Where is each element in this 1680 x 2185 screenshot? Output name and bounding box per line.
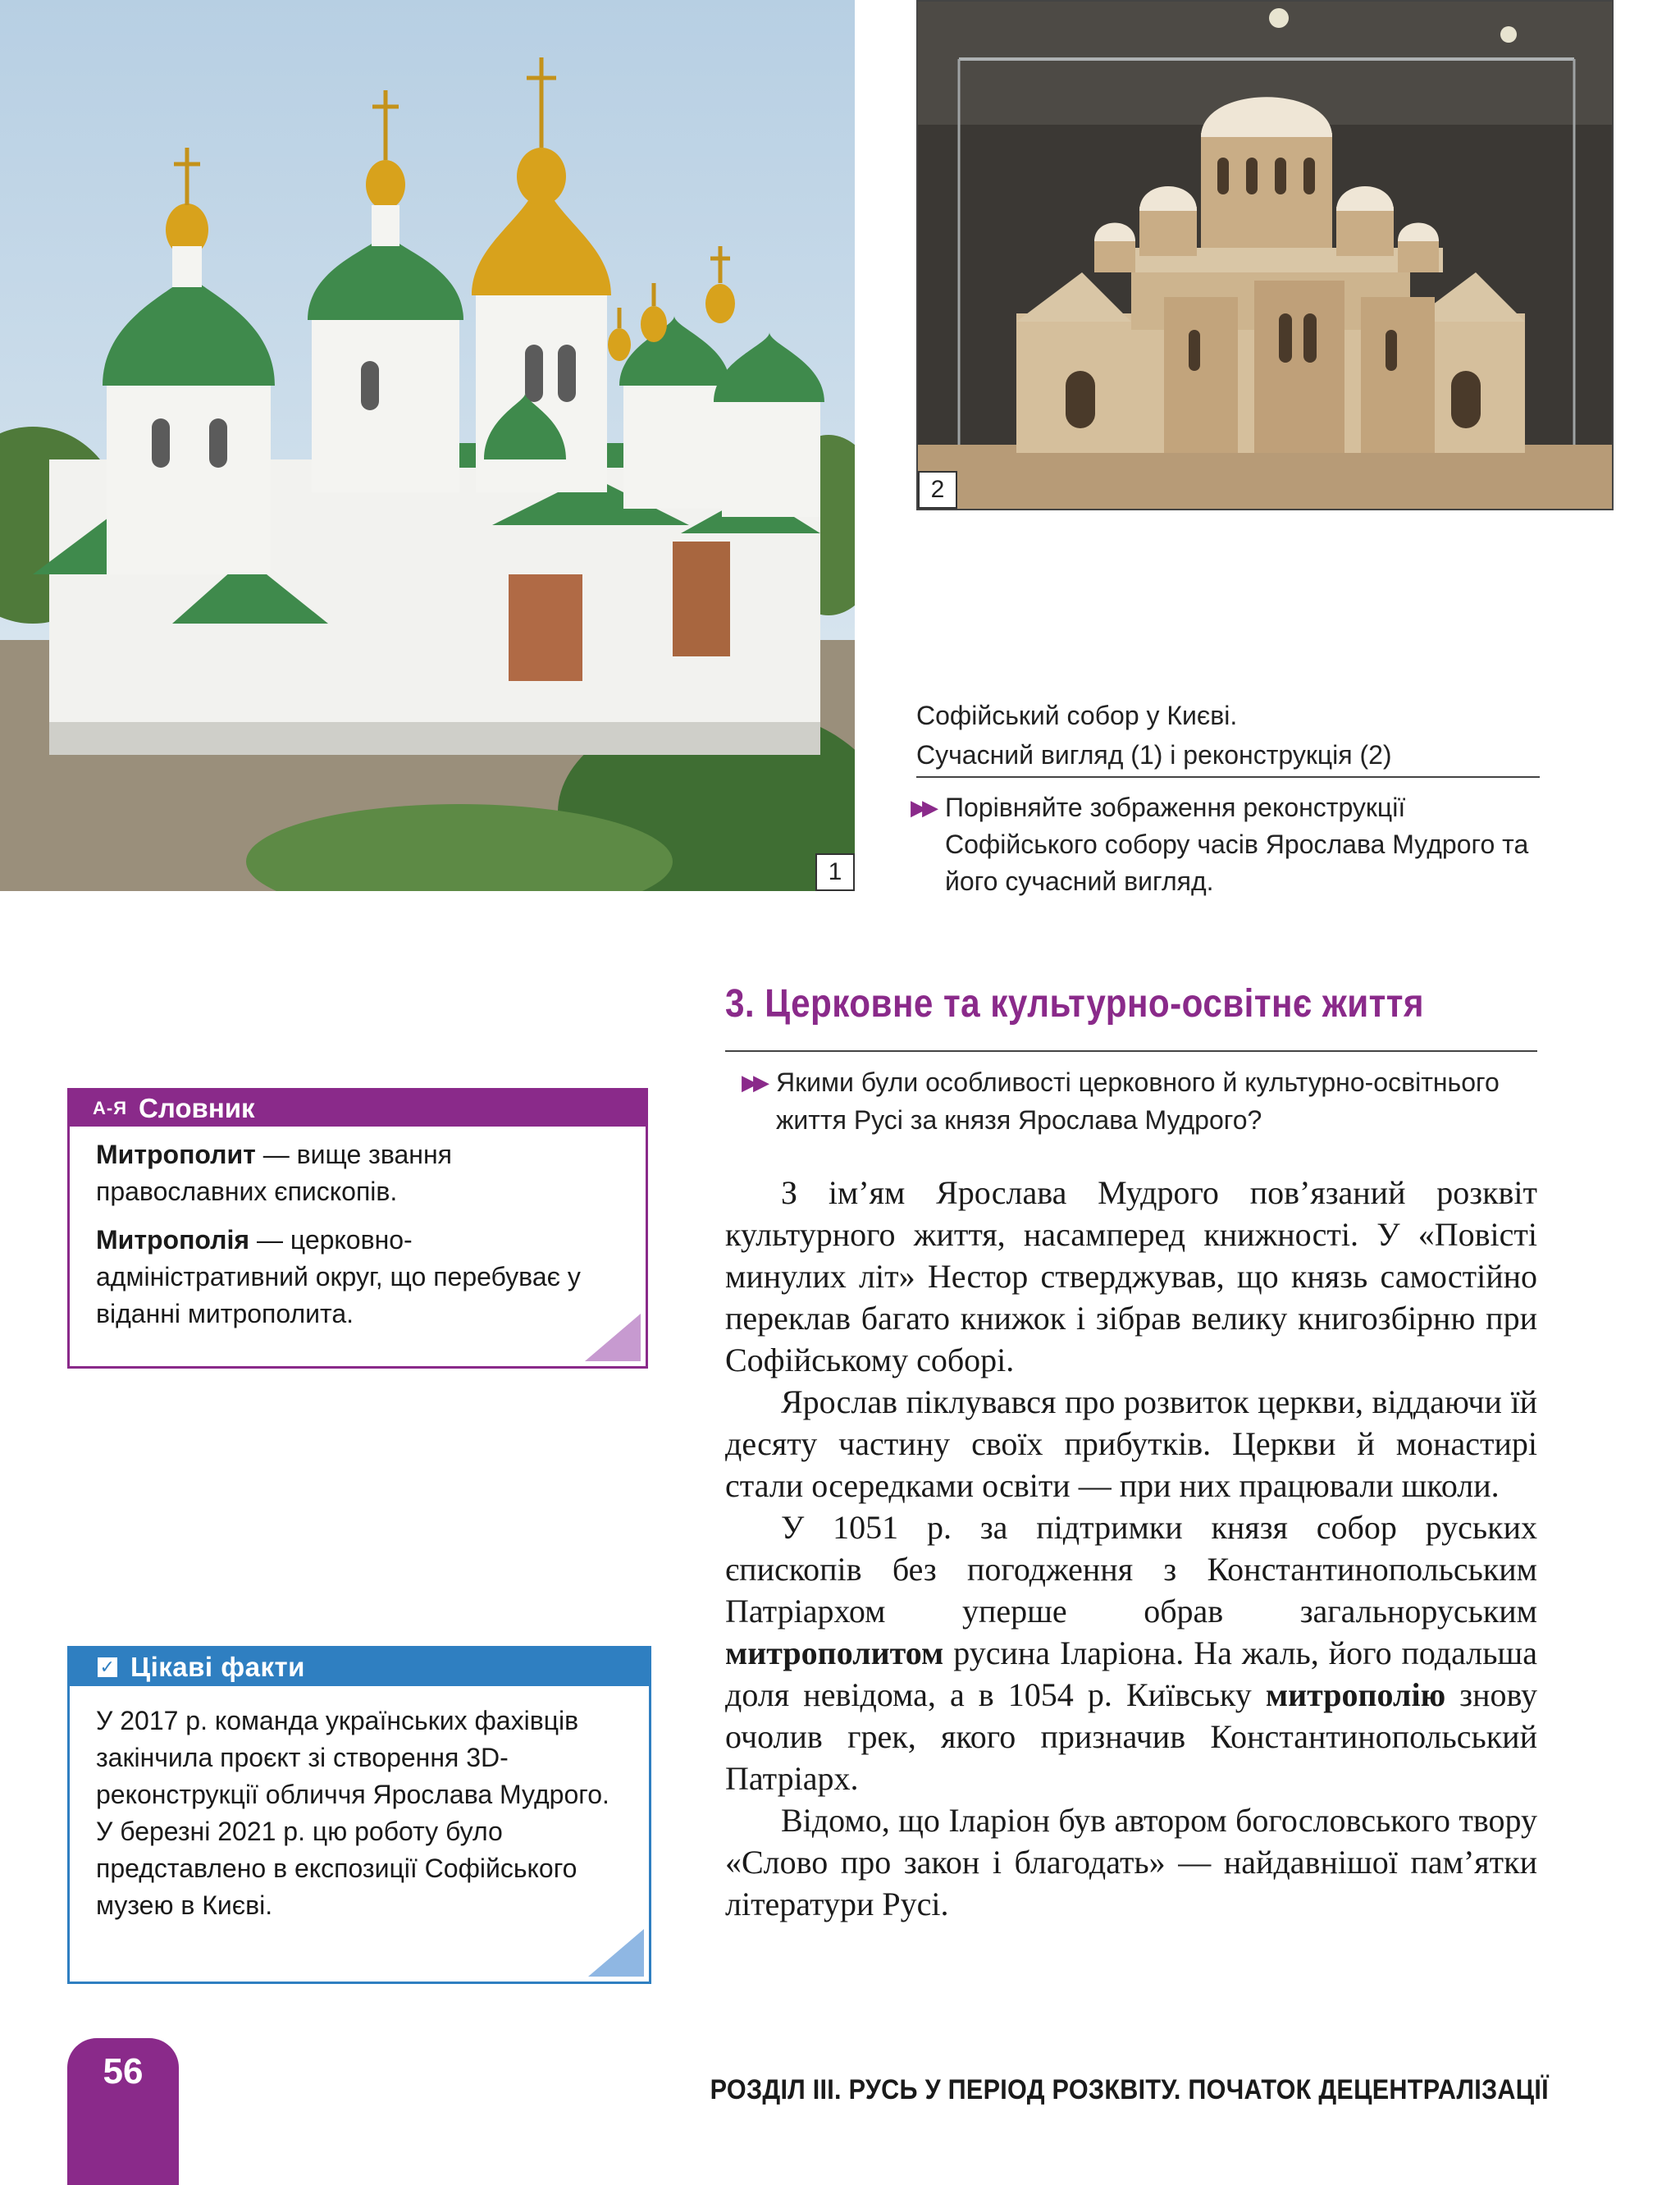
- paragraph-3: [725, 1506, 1537, 1799]
- compare-task-text: Порівняйте зображення реконструкції Софійського собору часів Ярослава Мудрого та його сучасний вигляд.: [945, 793, 1529, 896]
- section-question: [742, 1063, 1537, 1139]
- glossary-header: [70, 1090, 646, 1127]
- paragraph-3-part-d: знову очолив грек, якого призначив Константинопольський Патріарх.: [725, 1676, 1537, 1797]
- caption-line-1: Софійський собор у Києві.: [916, 701, 1238, 730]
- term-metropolis: митрополію: [1265, 1676, 1446, 1713]
- glossary-title: Словник: [139, 1093, 255, 1123]
- image-number-2: 2: [918, 471, 957, 509]
- model-illustration: [918, 2, 1612, 509]
- corner-triangle-icon: [588, 1929, 644, 1977]
- glossary-content: [70, 1127, 646, 1332]
- glossary-box: [67, 1088, 648, 1369]
- paragraph-1: З ім’ям Ярослава Мудрого пов’язаний розквіт культурного життя, насамперед книжності. У «Повісті минулих літ» Нестор стверджував, що князь самостійно переклав багато книжок і зібрав велику книгозбірню при Софійському соборі.: [725, 1174, 1537, 1378]
- section-question-text: Якими були особливості церковного й культурно-освітнього життя Русі за князя Ярослава Мудрого?: [776, 1067, 1500, 1135]
- paragraph-2: Ярослав піклувався про розвиток церкви, віддаючи їй десяту частину своїх прибутків. Церкви й монастирі стали осередками освіти — при них працювали школи.: [725, 1383, 1537, 1504]
- image-number-1: 1: [815, 853, 855, 891]
- double-arrow-icon: ▶▶: [742, 1070, 765, 1095]
- figure-caption: [916, 696, 1540, 775]
- glossary-term: Митрополія: [96, 1225, 250, 1255]
- term-metropolitan: митрополитом: [725, 1634, 944, 1671]
- cathedral-photo: [0, 0, 855, 891]
- divider: [916, 776, 1540, 778]
- main-text: [725, 1172, 1537, 1925]
- paragraph-3-part-c: русина Іларіона. На жаль, його подальша доля невідома, а в 1054 р. Київську: [725, 1634, 1537, 1713]
- compare-task: [911, 789, 1550, 900]
- page-number: 56: [103, 2051, 144, 2091]
- facts-header: [70, 1648, 649, 1686]
- facts-title: Цікаві факти: [130, 1652, 305, 1682]
- paragraph-4: Відомо, що Іларіон був автором богословського твору «Слово про закон і благодать» — найдавнішої пам’ятки літератури Русі.: [725, 1802, 1537, 1922]
- chapter-title: РОЗДІЛ ІІІ. РУСЬ У ПЕРІОД РОЗКВІТУ. ПОЧАТОК ДЕЦЕНТРАЛІЗАЦІЇ: [710, 2074, 1549, 2105]
- paragraph-3-part-a: У 1051 р. за підтримки князя собор руських єпископів без погодження з Константинопольським Патріархом уперше обрав загальноруським: [725, 1509, 1537, 1630]
- cathedral-illustration: [0, 0, 855, 891]
- glossary-entry: [96, 1222, 624, 1332]
- divider: [725, 1050, 1537, 1052]
- facts-text: У 2017 р. команда українських фахівців закінчила проєкт зі створення 3D-реконструкції обличчя Ярослава Мудрого. У березні 2021 р. цю роботу було представлено в експозиції Софійського музею в Києві.: [96, 1706, 609, 1920]
- glossary-entry: [96, 1136, 624, 1210]
- glossary-definition: — вище звання православних єпископів.: [96, 1140, 452, 1206]
- corner-triangle-icon: [585, 1314, 641, 1361]
- cathedral-model-photo: [916, 0, 1614, 510]
- caption-line-2: Сучасний вигляд (1) і реконструкція (2): [916, 740, 1392, 770]
- glossary-definition: — церковно-адміністративний округ, що перебуває у віданні митрополита.: [96, 1225, 581, 1328]
- facts-box: [67, 1646, 651, 1984]
- section-heading: 3. Церковне та культурно-освітнє життя: [725, 982, 1425, 1026]
- glossary-term: Митрополит: [96, 1140, 256, 1169]
- checkbox-icon: ✓: [98, 1657, 117, 1677]
- dictionary-icon: А-Я: [93, 1098, 128, 1118]
- double-arrow-icon: ▶▶: [911, 795, 934, 820]
